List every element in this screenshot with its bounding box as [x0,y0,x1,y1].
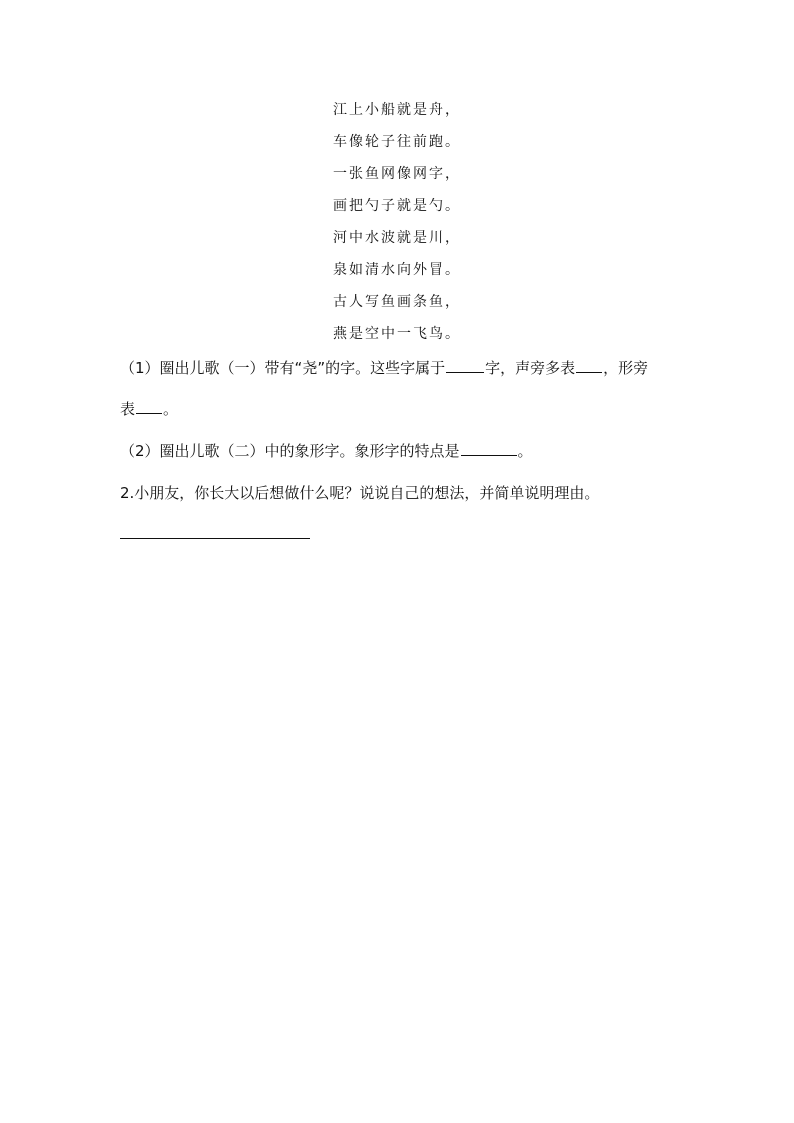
poem-line: 燕是空中一飞鸟。 [333,326,461,342]
poem-line: 河中水波就是川， [333,230,461,246]
question-1-text-e: 。 [163,400,179,418]
poem-line: 古人写鱼画条鱼， [333,294,461,310]
question-1-text-b: 字，声旁多表 [485,359,576,377]
question-2-text-b: 。 [517,442,533,460]
question-1-line-1 [120,357,648,379]
answer-line[interactable] [120,538,310,539]
poem-block [333,97,553,353]
question-2 [120,440,533,462]
question-1-text-c: ，形旁 [603,359,649,377]
fill-blank-3[interactable] [136,399,162,414]
poem-line: 江上小船就是舟， [333,102,461,118]
fill-blank-4[interactable] [461,441,517,456]
poem-line: 泉如清水向外冒。 [333,262,461,278]
poem-line: 车像轮子往前跑。 [333,134,461,150]
poem-line: 画把勺子就是勺。 [333,198,461,214]
question-2-text-a: （2）圈出儿歌（二）中的象形字。象形字的特点是 [120,442,460,460]
fill-blank-1[interactable] [446,358,484,373]
question-3: 2.小朋友，你长大以后想做什么呢？说说自己的想法，并简单说明理由。 [120,484,600,502]
question-1-line-2 [120,398,178,420]
fill-blank-2[interactable] [576,358,602,373]
poem-line: 一张鱼网像网字， [333,166,461,182]
question-1-text-d: 表 [120,400,136,418]
question-1-text-a: （1）圈出儿歌（一）带有“尧”的字。这些字属于 [120,359,446,377]
